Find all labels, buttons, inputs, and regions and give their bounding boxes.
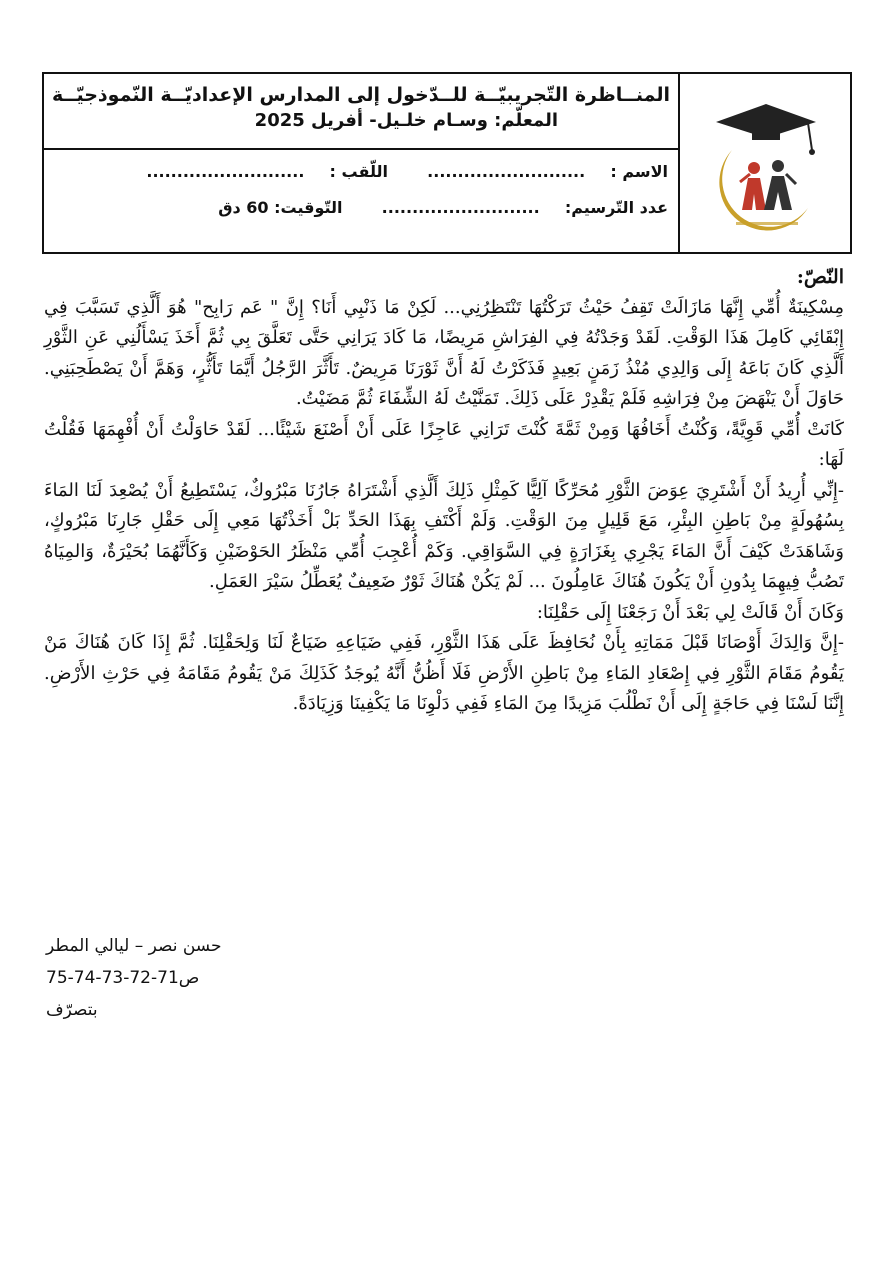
student-info-cell	[44, 150, 678, 252]
text-paragraph: -إِنِّي أُرِيدُ أَنْ أَشْتَرِيَ عِوَضَ الثَّوْرِ مُحَرِّكًا آلِيًّا كَمِثْلِ ذَلِكَ أَلَّذِي أَشْتَرَاهُ جَارُنَا مَبْرُوكٌ، يَسْتَطِيعُ أَنْ يُصْعِدَ لَنَا المَاءَ بِسُهُولَةٍ مِنْ بَاطِنِ البِئْرِ، مَعَ قَلِيلٍ مِنَ الوَقْتِ. وَلَمْ أَكْتَفِ بِهَذَا الحَدِّ بَلْ أَخَذْتُهَا مَعِي إِلَى حَقْلِ جَارِنَا مَبْرُوكٍ، وَشَاهَدَتْ كَيْفَ أَنَّ المَاءَ يَجْرِي بِغَزَارَةٍ فِي السَّوَاقِي. وَكَمْ أُعْجِبَ أُمِّي مَنْظَرُ الحَوْضَيْنِ وَكَأَنَّهُمَا بُحَيْرَةٌ، وَالمِيَاهُ تَصُبُّ فِيهِمَا بِدُونِ أَنْ يَكُونَ هُنَاكَ عَامِلُونَ ... لَمْ يَكُنْ هُنَاكَ ثَوْرٌ ضَعِيفٌ يُعَطِّلُ سَيْرَ العَمَلِ.	[44, 479, 844, 592]
surname-field[interactable]: ..........................	[146, 162, 305, 181]
source-author: حسن نصر – ليالي المطر	[46, 936, 222, 956]
teacher-date: المعلّم: وسـام خلـيل- أفريل 2025	[254, 110, 558, 131]
name-field[interactable]: ..........................	[427, 162, 586, 181]
header-box	[42, 72, 852, 254]
name-label: الاسم :	[610, 162, 668, 181]
text-paragraph: مِسْكِينَةٌ أُمِّي إِنَّهَا مَازَالَتْ تَقِفُ حَيْثُ تَرَكْتُهَا تَنْتَظِرُنِي... لَكِنْ مَا ذَنْبِي أَنَا؟ إِنَّ " عَم رَابِح" هُوَ أَلَّذِي تَسَبَّبَ فِي إِبْقَائِي كَامِلَ هَذَا الوَقْتِ. لَقَدْ وَجَدْتُهُ فِي الفِرَاشِ مَرِيضًا، مَا كَادَ يَرَانِي حَتَّى تَعَلَّقَ بِي ثُمَّ أَخَذَ يَسْأَلُنِي عَنِ الثَّوْرِ أَلَّذِي كَانَ بَاعَهُ إِلَى وَالِدِي مُنْذُ زَمَنٍ بَعِيدٍ فَذَكَرْتُ لَهُ أَنَّ ثَوْرَنَا مَرِيضٌ. تَأَثَّرَ الرَّجُلُ أَيَّمَا تَأَثُّرٍ، وَهَمَّ أَنْ يَصْطَحِبَنِي. حَاوَلَ أَنْ يَنْهَضَ مِنْ فِرَاشِهِ فَلَمْ يَقْدِرْ عَلَى ذَلِكَ. تَمَنَّيْتُ لَهُ الشِّفَاءَ ثُمَّ مَضَيْتُ.	[44, 296, 844, 409]
exam-title-cell	[44, 74, 678, 150]
surname-label: اللّقب :	[329, 162, 388, 181]
source-note: بتصرّف	[46, 1000, 98, 1020]
text-paragraph: وَكَانَ أَنْ قَالَتْ لِي بَعْدَ أَنْ رَجَعْنَا إِلَى حَقْلِنَا:	[536, 601, 844, 623]
timing-label: التّوقيت: 60 دق	[218, 198, 343, 217]
text-source	[46, 930, 221, 1026]
text-paragraph: -إِنَّ وَالِدَكَ أَوْصَانَا قَبْلَ مَمَاتِهِ بِأَنْ نُحَافِظَ عَلَى هَذَا الثَّوْرِ، فَفِي ضَيَاعِهِ ضَيَاعٌ لَنَا وَلِحَقْلِنَا. ثُمَّ إِذَا كَانَ هُنَاكَ مَنْ يَقُومُ مَقَامَ الثَّوْرِ فِي إِصْعَادِ المَاءِ مِنْ بَاطِنِ الأَرْضِ فَلَا أَظُنُّ أَنَّهُ يُوجَدُ كَذَلِكَ مَنْ يَقُومُ مَقَامَهُ فِي حَرْثِ الأَرْضِ. إِنَّنَا لَسْنَا فِي حَاجَةٍ إِلَى أَنْ نَطْلُبَ مَزِيدًا مِنَ المَاءِ فَفِي دَلْوِنَا مَا يَكْفِينَا وَزِيَادَةً.	[44, 632, 844, 714]
name-row	[146, 162, 668, 181]
text-title: النّصّ:	[796, 266, 844, 288]
logo-cell	[678, 74, 850, 252]
source-pages: ص71-72-73-74-75	[46, 968, 200, 988]
text-paragraph: كَانَتْ أُمِّي قَوِيَّةً، وَكُنْتُ أَخَافُهَا وَمِنْ ثَمَّةَ كُنْتَ تَرَانِي عَاجِزًا عَلَى أَنْ أَصْنَعَ شَيْئًا... لَقَدْ حَاوَلْتُ أَنْ أُفْهِمَهَا فَقُلْتُ لَهَا:	[44, 418, 844, 470]
registration-row	[218, 198, 668, 217]
school-logo-icon	[696, 90, 836, 240]
exam-title: المنــاظرة التّجريبيّــة للــدّخول إلى المدارس الإعداديّــة النّموذجيّــة	[51, 84, 671, 106]
registration-label: عدد التّرسيم:	[564, 198, 668, 217]
registration-field[interactable]: ..........................	[381, 198, 540, 217]
reading-text	[44, 262, 844, 720]
